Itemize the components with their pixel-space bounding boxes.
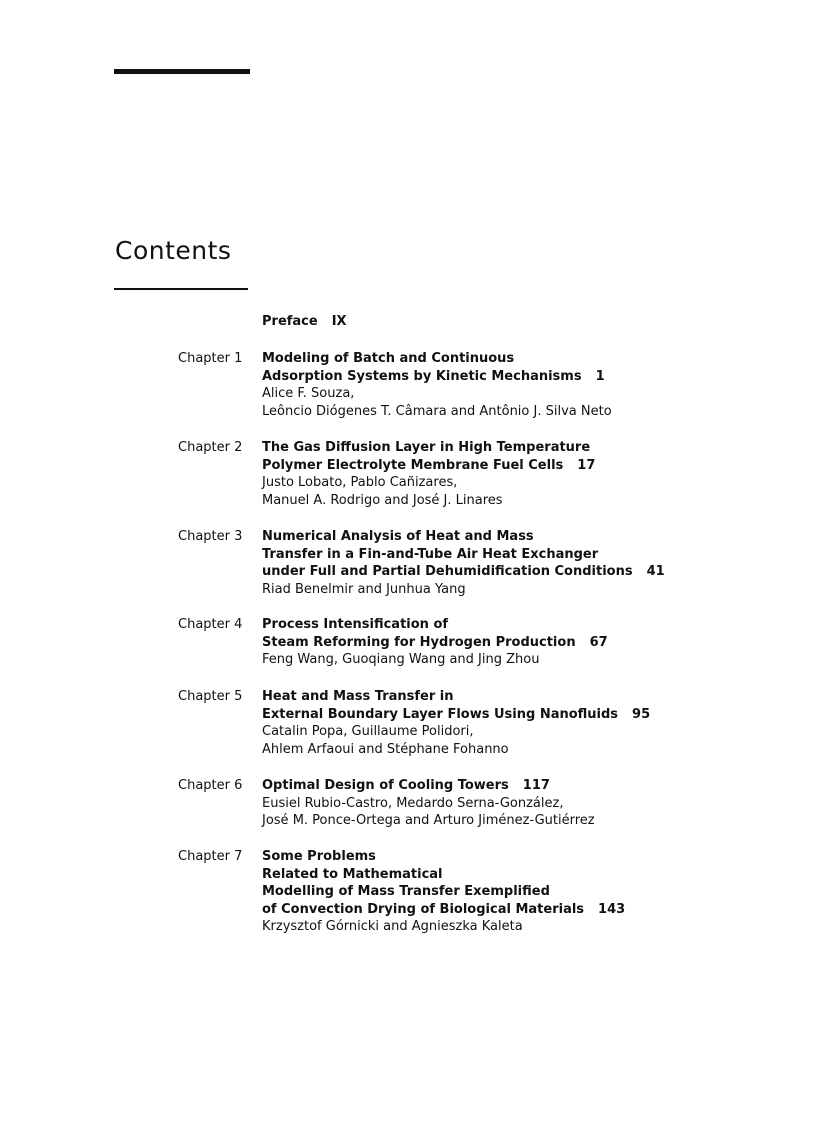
chapter-authors-line: Krzysztof Górnicki and Agnieszka Kaleta bbox=[262, 919, 523, 934]
chapter-title-text: under Full and Partial Dehumidification Conditions bbox=[262, 564, 633, 579]
chapter-title-line: Modelling of Mass Transfer Exemplified bbox=[262, 884, 550, 899]
chapter-authors-line: Alice F. Souza, bbox=[262, 386, 355, 401]
chapter-body bbox=[262, 688, 782, 758]
chapter-title-line: Transfer in a Fin-and-Tube Air Heat Exchanger bbox=[262, 546, 599, 562]
chapter-title-text: Steam Reforming for Hydrogen Production bbox=[262, 634, 576, 650]
chapter-body bbox=[262, 777, 782, 830]
chapter-label: Chapter 7 bbox=[178, 849, 243, 864]
chapter-page-number: 117 bbox=[522, 778, 550, 793]
top-rule bbox=[114, 69, 250, 74]
chapter-title-text: Polymer Electrolyte Membrane Fuel Cells bbox=[262, 457, 564, 473]
chapter-label: Chapter 1 bbox=[178, 351, 243, 366]
title-rule bbox=[114, 288, 248, 290]
chapter-body bbox=[262, 350, 782, 420]
chapter-authors-line: Feng Wang, Guoqiang Wang and Jing Zhou bbox=[262, 652, 540, 667]
chapter-page-number: 1 bbox=[595, 368, 605, 384]
chapter-title-text: External Boundary Layer Flows Using Nanofluids bbox=[262, 706, 619, 722]
chapter-title-text: Adsorption Systems by Kinetic Mechanisms bbox=[262, 368, 582, 384]
preface-body bbox=[262, 313, 782, 331]
chapter-page-number: 17 bbox=[577, 457, 596, 473]
chapter-title-line: Process Intensification of bbox=[262, 617, 449, 632]
chapter-title-line: Related to Mathematical bbox=[262, 866, 443, 882]
chapter-authors-line: José M. Ponce-Ortega and Arturo Jiménez-Gutiérrez bbox=[262, 813, 595, 828]
chapter-title-line bbox=[262, 368, 782, 386]
chapter-label: Chapter 4 bbox=[178, 617, 243, 632]
chapter-body bbox=[262, 439, 782, 509]
chapter-title-line: Heat and Mass Transfer in bbox=[262, 689, 454, 704]
chapter-label: Chapter 6 bbox=[178, 778, 243, 793]
chapter-authors-line: Catalin Popa, Guillaume Polidori, bbox=[262, 724, 474, 739]
preface-page-number: IX bbox=[331, 314, 347, 329]
chapter-authors-line: Riad Benelmir and Junhua Yang bbox=[262, 581, 466, 597]
chapter-body bbox=[262, 848, 782, 936]
chapter-title-line bbox=[262, 563, 782, 581]
chapter-authors-line: Leôncio Diógenes T. Câmara and Antônio J. Silva Neto bbox=[262, 403, 612, 419]
chapter-page-number: 41 bbox=[646, 564, 665, 579]
chapter-label: Chapter 5 bbox=[178, 689, 243, 704]
chapter-authors-line: Justo Lobato, Pablo Cañizares, bbox=[262, 475, 458, 490]
chapter-title-line bbox=[262, 634, 782, 652]
chapter-title-line: The Gas Diffusion Layer in High Temperature bbox=[262, 440, 591, 455]
chapter-title-line: Some Problems bbox=[262, 849, 376, 864]
chapter-title-text: Optimal Design of Cooling Towers bbox=[262, 778, 509, 793]
chapter-title-text: of Convection Drying of Biological Materials bbox=[262, 901, 585, 917]
chapter-title-line: Numerical Analysis of Heat and Mass bbox=[262, 529, 534, 544]
page-title: Contents bbox=[115, 236, 232, 265]
chapter-title-line bbox=[262, 706, 782, 724]
chapter-page-number: 143 bbox=[598, 901, 626, 917]
chapter-page-number: 67 bbox=[589, 634, 608, 650]
chapter-body bbox=[262, 528, 782, 598]
chapter-title-line: Modeling of Batch and Continuous bbox=[262, 351, 515, 366]
preface-title-line bbox=[262, 313, 782, 331]
chapter-title-line bbox=[262, 457, 782, 475]
chapter-label: Chapter 2 bbox=[178, 440, 243, 455]
chapter-authors-line: Manuel A. Rodrigo and José J. Linares bbox=[262, 492, 503, 508]
chapter-label: Chapter 3 bbox=[178, 529, 243, 544]
chapter-page-number: 95 bbox=[632, 706, 651, 722]
chapter-authors-line: Eusiel Rubio-Castro, Medardo Serna-González, bbox=[262, 795, 564, 811]
chapter-title-line bbox=[262, 777, 782, 795]
chapter-title-line bbox=[262, 901, 782, 919]
chapter-body bbox=[262, 616, 782, 669]
preface-label: Preface bbox=[262, 314, 318, 329]
chapter-authors-line: Ahlem Arfaoui and Stéphane Fohanno bbox=[262, 741, 509, 757]
